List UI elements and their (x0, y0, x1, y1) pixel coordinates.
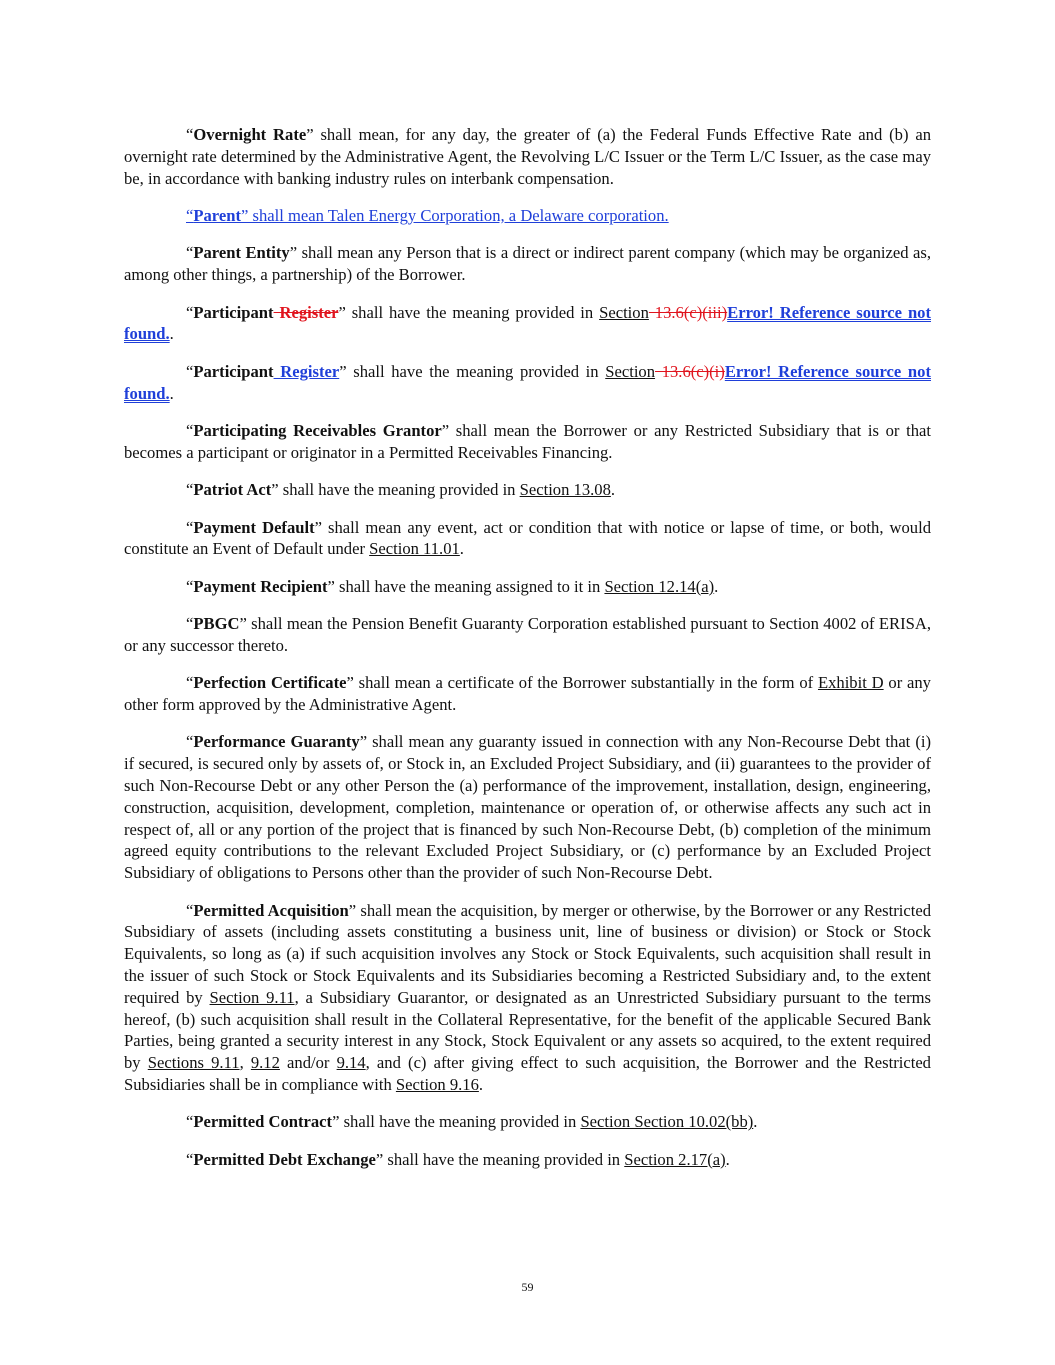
definition-participant-2: “Participant Register” shall have the meaning provided in Section 13.6(c)(i)Error! Reference source not found.. (124, 361, 931, 403)
document-body (124, 124, 931, 1186)
definition-payment-recipient: “Payment Recipient” shall have the meaning assigned to it in Section 12.14(a). (186, 576, 719, 596)
term-overnight-rate: Overnight Rate (193, 125, 307, 144)
deleted-ref: 13.6(c)(i) (655, 361, 725, 381)
section-ref[interactable]: 9.12 (250, 1053, 280, 1073)
exhibit-ref[interactable]: Exhibit D (817, 673, 884, 693)
section-ref[interactable]: Section (605, 361, 656, 381)
term-perfection-certificate: Perfection Certificate (193, 673, 347, 693)
definition-payment-default: “Payment Default” shall mean any event, act or condition that with notice or lapse of time, or both, would constitute an Event of Default under Section 11.01. (124, 517, 931, 559)
term-patriot-act: Patriot Act (193, 480, 272, 500)
inserted-register: Register (273, 361, 340, 381)
definition-participating-receivables-grantor: “Participating Receivables Grantor” shall mean the Borrower or any Restricted Subsidiary that is or that becomes a participant or originator in a Permitted Receivables Financing. (124, 420, 931, 462)
definition-pbgc: “PBGC” shall mean the Pension Benefit Guaranty Corporation established pursuant to Section 4002 of ERISA, or any successor thereto. (124, 614, 931, 655)
term-participating-receivables-grantor: Participating Receivables Grantor (193, 420, 442, 440)
term-participant: Participant (193, 361, 274, 381)
term-payment-default: Payment Default (193, 517, 315, 537)
section-ref[interactable]: Section 13.08 (519, 480, 611, 500)
definition-permitted-acquisition: “Permitted Acquisition” shall mean the acquisition, by merger or otherwise, by the Borrower or any Restricted Subsidiary of assets (including assets constituting a business unit, line of business or division) or Stock or Stock Equivalents, so long as (a) if such acquisition involves any Stock or Stock Equivalents, such acquisition shall result in the issuer of such Stock or Stock Equivalents and its Subsidiaries becoming a Restricted Subsidiary and, to the extent required by Section 9.11, a Subsidiary Guarantor, or designated as an Unrestricted Subsidiary pursuant to the terms hereof, (b) such acquisition shall result in the Collateral Representative, for the benefit of the applicable Secured Bank Parties, being granted a security interest in any Stock, Stock Equivalent or any assets so acquired, to the extent required by Sections 9.11, 9.12 and/or 9.14, and (c) after giving effect to such acquisition, the Borrower and the Restricted Subsidiaries shall be in compliance with Section 9.16. (124, 900, 931, 1095)
deleted-register: Register (273, 302, 339, 322)
section-ref[interactable]: Sections 9.11 (147, 1053, 240, 1073)
section-ref[interactable]: 9.14 (336, 1053, 366, 1073)
definition-participant-1: “Participant Register” shall have the meaning provided in Section 13.6(c)(iii)Error! Reference source not found.. (124, 302, 931, 344)
definition-overnight-rate: “Overnight Rate” shall mean, for any day, the greater of (a) the Federal Funds Effective Rate and (b) an overnight rate determined by the Administrative Agent, the Revolving L/C Issuer or the Term L/C Issuer, as the case may be, in accordance with banking industry rules on interbank compensation. (124, 125, 931, 188)
term-payment-recipient: Payment Recipient (193, 576, 328, 596)
definition-permitted-debt-exchange: “Permitted Debt Exchange” shall have the meaning provided in Section 2.17(a). (186, 1149, 730, 1169)
section-ref[interactable]: Section (599, 302, 649, 322)
error-reference[interactable]: Error! Reference source not found. (124, 302, 931, 344)
section-ref[interactable]: Section 12.14(a) (604, 576, 715, 596)
definition-performance-guaranty: “Performance Guaranty” shall mean any guaranty issued in connection with any Non-Recourse Debt that (i) if secured, is secured only by assets of, or Stock in, an Excluded Project Subsidiary, and (ii) guarantees to the provider of such Non-Recourse Debt or any other Person the (a) performance of the improvement, installation, design, engineering, construction, acquisition, development, completion, maintenance or operation of, or otherwise affects any such act in respect of, all or any portion of the project that is financed by such Non-Recourse Debt, (b) completion of the minimum agreed equity contributions to the relevant Excluded Project Subsidiary, or (c) performance by an Excluded Project Subsidiary of obligations to Persons other than the provider of such Non-Recourse Debt. (124, 732, 931, 883)
term-permitted-contract: Permitted Contract (193, 1112, 333, 1132)
definition-parent: “Parent” shall mean Talen Energy Corporation, a Delaware corporation. (186, 205, 669, 225)
definition-patriot-act: “Patriot Act” shall have the meaning provided in Section 13.08. (186, 480, 616, 500)
definition-permitted-contract: “Permitted Contract” shall have the meaning provided in Section Section 10.02(bb). (186, 1112, 758, 1132)
section-ref[interactable]: Section 2.17(a) (624, 1149, 726, 1169)
section-ref[interactable]: Section Section 10.02(bb) (580, 1112, 754, 1132)
term-pbgc: PBGC (193, 614, 240, 634)
term-performance-guaranty: Performance Guaranty (193, 732, 360, 752)
section-ref[interactable]: Section 9.16 (395, 1075, 479, 1095)
definition-perfection-certificate: “Perfection Certificate” shall mean a certificate of the Borrower substantially in the form of Exhibit D or any other form approved by the Administrative Agent. (124, 673, 931, 715)
error-reference[interactable]: Error! Reference source not found. (124, 361, 931, 403)
section-ref[interactable]: Section 9.11 (209, 987, 295, 1007)
term-parent-entity: Parent Entity (193, 243, 290, 263)
term-participant: Participant (193, 302, 274, 322)
page-number: 59 (521, 1280, 534, 1294)
section-ref[interactable]: Section 11.01 (369, 539, 460, 559)
term-permitted-debt-exchange: Permitted Debt Exchange (193, 1149, 376, 1169)
deleted-ref: 13.6(c)(iii) (648, 302, 728, 322)
term-parent: Parent (193, 205, 241, 225)
term-permitted-acquisition: Permitted Acquisition (193, 900, 349, 920)
definition-parent-entity: “Parent Entity” shall mean any Person that is a direct or indirect parent company (which may be organized as, among other things, a partnership) of the Borrower. (124, 243, 931, 285)
